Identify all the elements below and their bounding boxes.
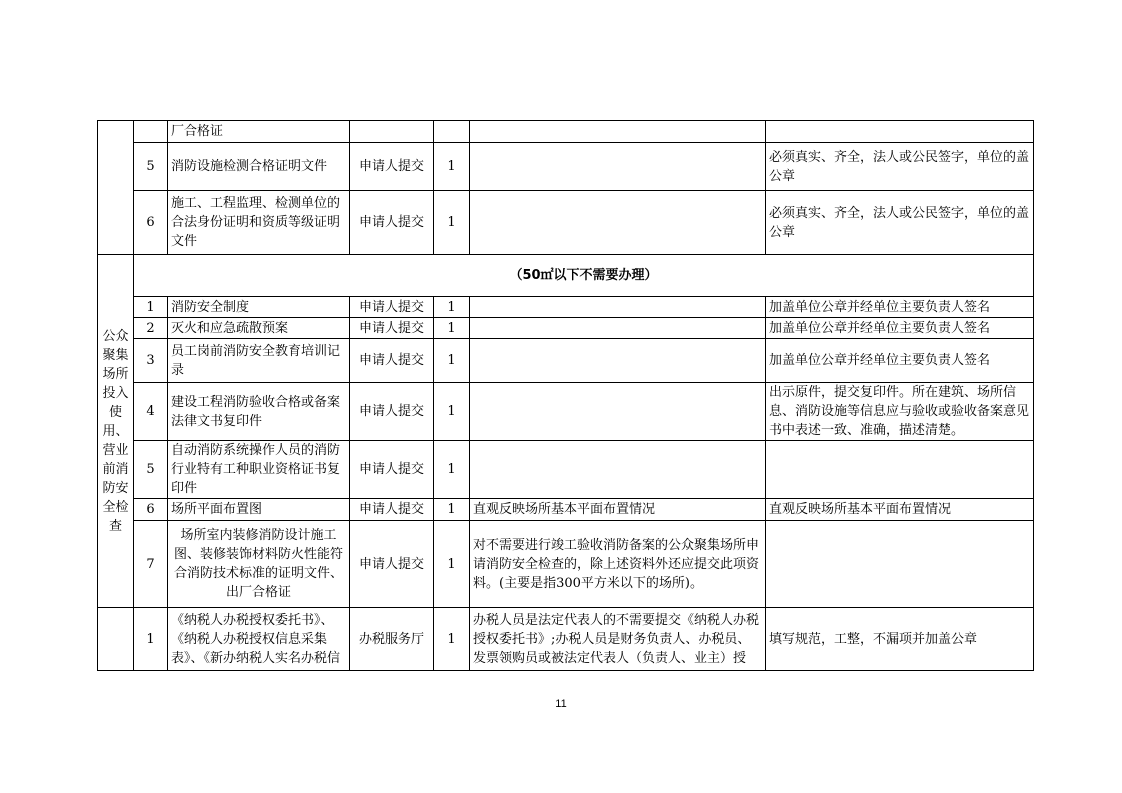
row-number: 5 (134, 143, 168, 191)
copy-count: 1 (434, 297, 470, 318)
material-requirement: 出示原件，提交复印件。所在建筑、场所信息、消防设施等信息应与验收或验收备案意见书中表述一致、准确，描述清楚。 (766, 383, 1034, 441)
material-name: 自动消防系统操作人员的消防行业特有工种职业资格证书复印件 (168, 441, 350, 499)
material-name: 灭火和应急疏散预案 (168, 318, 350, 339)
material-requirement: 加盖单位公章并经单位主要负责人签名 (766, 297, 1034, 318)
material-requirement (766, 121, 1034, 143)
page-number: 11 (555, 698, 567, 710)
material-name: 建设工程消防验收合格或备案法律文书复印件 (168, 383, 350, 441)
copy-count: 1 (434, 339, 470, 383)
material-requirement: 必须真实、齐全，法人或公民签字，单位的盖公章 (766, 143, 1034, 191)
table-row (98, 121, 1034, 143)
material-description (470, 441, 766, 499)
material-name: 场所室内装修消防设计施工图、装修装饰材料防火性能符合消防技术标准的证明文件、出厂合格证 (168, 521, 350, 608)
material-source: 申请人提交 (350, 191, 434, 255)
table-row (98, 608, 1034, 671)
material-description (470, 318, 766, 339)
material-name: 施工、工程监理、检测单位的合法身份证明和资质等级证明文件 (168, 191, 350, 255)
table-row (98, 297, 1034, 318)
material-name: 消防安全制度 (168, 297, 350, 318)
material-requirement: 加盖单位公章并经单位主要负责人签名 (766, 339, 1034, 383)
category-cell-empty (98, 608, 134, 671)
table-row (98, 339, 1034, 383)
copy-count: 1 (434, 441, 470, 499)
material-source: 申请人提交 (350, 339, 434, 383)
material-name: 场所平面布置图 (168, 499, 350, 521)
row-number: 2 (134, 318, 168, 339)
section-banner-row (98, 255, 1034, 297)
row-number: 1 (134, 297, 168, 318)
material-source: 申请人提交 (350, 318, 434, 339)
material-requirement (766, 521, 1034, 608)
material-name: 厂合格证 (168, 121, 350, 143)
table-row (98, 191, 1034, 255)
copy-count: 1 (434, 383, 470, 441)
row-number: 4 (134, 383, 168, 441)
row-number: 6 (134, 499, 168, 521)
table-row (98, 499, 1034, 521)
section-category: 公众聚集场所投入使用、营业前消防安全检查 (98, 255, 134, 608)
table-row (98, 143, 1034, 191)
material-description (470, 383, 766, 441)
copy-count: 1 (434, 191, 470, 255)
material-description: 对不需要进行竣工验收消防备案的公众聚集场所申请消防安全检查的，除上述资料外还应提交此项资料。(主要是指300平方米以下的场所)。 (470, 521, 766, 608)
material-description (470, 121, 766, 143)
table-row (98, 318, 1034, 339)
material-description (470, 297, 766, 318)
material-name: 消防设施检测合格证明文件 (168, 143, 350, 191)
material-source: 申请人提交 (350, 441, 434, 499)
copy-count: 1 (434, 318, 470, 339)
material-source: 办税服务厅 (350, 608, 434, 671)
category-cell-empty (98, 121, 134, 255)
material-description (470, 339, 766, 383)
material-source: 申请人提交 (350, 143, 434, 191)
copy-count: 1 (434, 521, 470, 608)
material-source: 申请人提交 (350, 521, 434, 608)
material-requirement: 直观反映场所基本平面布置情况 (766, 499, 1034, 521)
row-number: 7 (134, 521, 168, 608)
material-source: 申请人提交 (350, 499, 434, 521)
copy-count: 1 (434, 499, 470, 521)
material-source: 申请人提交 (350, 383, 434, 441)
copy-count (434, 121, 470, 143)
row-number (134, 121, 168, 143)
section-banner: （50㎡以下不需要办理） (134, 255, 1034, 297)
table-row (98, 441, 1034, 499)
material-description: 办税人员是法定代表人的不需要提交《纳税人办税授权委托书》;办税人员是财务负责人、办税员、发票领购员或被法定代表人（负责人、业主）授 (470, 608, 766, 671)
document-table (97, 120, 1034, 671)
material-description: 直观反映场所基本平面布置情况 (470, 499, 766, 521)
material-requirement: 必须真实、齐全，法人或公民签字，单位的盖公章 (766, 191, 1034, 255)
row-number: 3 (134, 339, 168, 383)
copy-count: 1 (434, 143, 470, 191)
material-source: 申请人提交 (350, 297, 434, 318)
table-row (98, 521, 1034, 608)
row-number: 6 (134, 191, 168, 255)
material-description (470, 191, 766, 255)
material-name: 《纳税人办税授权委托书》、《纳税人办税授权信息采集表》、《新办纳税人实名办税信 (168, 608, 350, 671)
material-source (350, 121, 434, 143)
row-number: 1 (134, 608, 168, 671)
material-description (470, 143, 766, 191)
row-number: 5 (134, 441, 168, 499)
table-row (98, 383, 1034, 441)
copy-count: 1 (434, 608, 470, 671)
material-requirement: 加盖单位公章并经单位主要负责人签名 (766, 318, 1034, 339)
material-name: 员工岗前消防安全教育培训记录 (168, 339, 350, 383)
material-requirement: 填写规范，工整，不漏项并加盖公章 (766, 608, 1034, 671)
material-requirement (766, 441, 1034, 499)
